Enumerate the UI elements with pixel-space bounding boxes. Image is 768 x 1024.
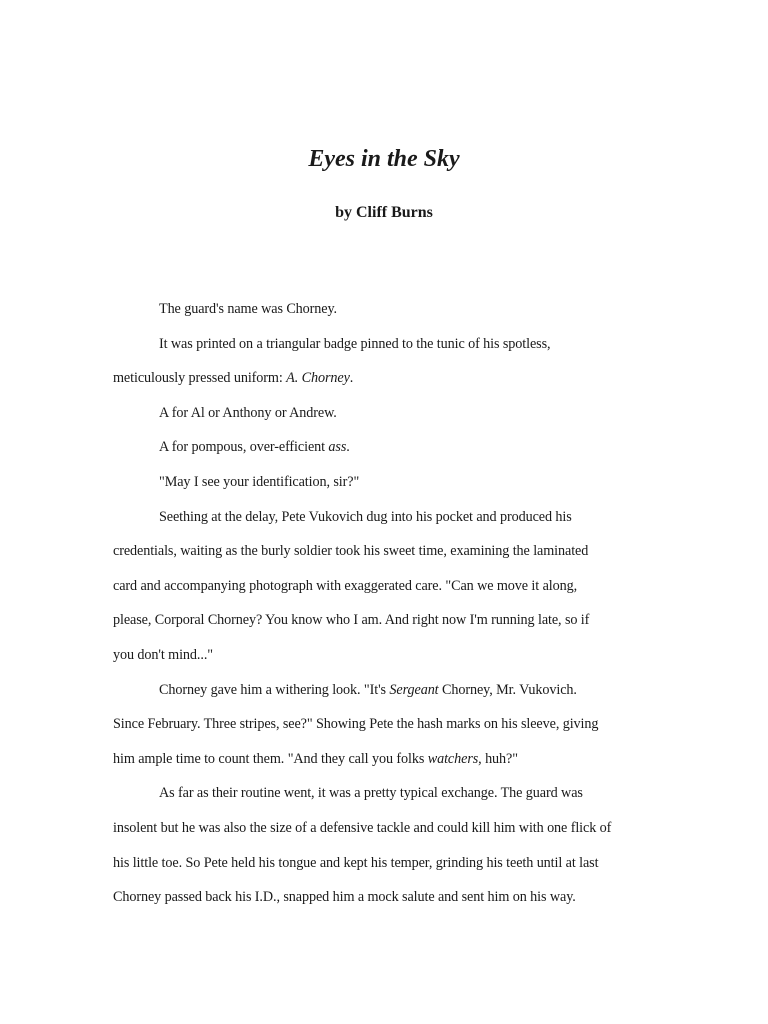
text-run: . — [349, 370, 354, 387]
text-run: "May I see your identification, sir?" — [159, 473, 360, 490]
text-run: Chorney gave him a withering look. "It's — [159, 681, 390, 698]
story-body — [113, 292, 673, 915]
text-line — [113, 361, 673, 396]
text-run: Since February. Three stripes, see?" Showing Pete the hash marks on his sleeve, giving — [113, 716, 599, 733]
text-line — [113, 327, 673, 362]
text-line — [113, 638, 673, 673]
text-line — [113, 465, 673, 500]
italic-text: A. Chorney — [286, 370, 350, 387]
text-run: It was printed on a triangular badge pinned to the tunic of his spotless, — [159, 335, 551, 352]
text-run: A for Al or Anthony or Andrew. — [159, 404, 337, 421]
text-run: you don't mind..." — [113, 646, 213, 663]
text-run: As far as their routine went, it was a pretty typical exchange. The guard was — [159, 785, 583, 802]
text-run: credentials, waiting as the burly soldier took his sweet time, examining the laminated — [113, 543, 589, 560]
italic-text: watchers — [427, 750, 479, 767]
text-run: , huh?" — [478, 750, 518, 767]
text-line — [113, 707, 673, 742]
text-line — [113, 811, 673, 846]
text-line — [113, 846, 673, 881]
text-run: meticulously pressed uniform: — [113, 370, 287, 387]
text-run: Chorney, Mr. Vukovich. — [438, 681, 577, 698]
text-line — [113, 569, 673, 604]
text-line — [113, 603, 673, 638]
text-run: The guard's name was Chorney. — [159, 301, 337, 317]
text-run: insolent but he was also the size of a defensive tackle and could kill him with one flick of — [113, 819, 612, 836]
text-run: card and accompanying photograph with exaggerated care. "Can we move it along, — [113, 577, 578, 594]
author-byline: by Cliff Burns — [335, 204, 433, 221]
text-run: A for pompous, over-efficient — [159, 439, 329, 456]
text-run: . — [346, 439, 350, 456]
text-line — [113, 673, 673, 708]
text-line — [113, 500, 673, 535]
italic-text: ass — [328, 439, 347, 456]
text-line — [113, 776, 673, 811]
text-run: Chorney passed back his I.D., snapped him a mock salute and sent him on his way. — [113, 889, 576, 906]
text-line — [113, 534, 673, 569]
story-title: Eyes in the Sky — [308, 146, 460, 172]
italic-text: Sergeant — [389, 681, 439, 698]
text-run: his little toe. So Pete held his tongue and kept his temper, grinding his teeth until at last — [113, 854, 599, 871]
text-line — [113, 742, 673, 777]
text-run: Seething at the delay, Pete Vukovich dug into his pocket and produced his — [159, 508, 572, 525]
text-line — [113, 880, 673, 915]
text-run: please, Corporal Chorney? You know who I am. And right now I'm running late, so if — [113, 612, 590, 629]
text-line — [113, 292, 673, 327]
text-line — [113, 430, 673, 465]
text-run: him ample time to count them. "And they call you folks — [113, 750, 428, 767]
text-line — [113, 396, 673, 431]
